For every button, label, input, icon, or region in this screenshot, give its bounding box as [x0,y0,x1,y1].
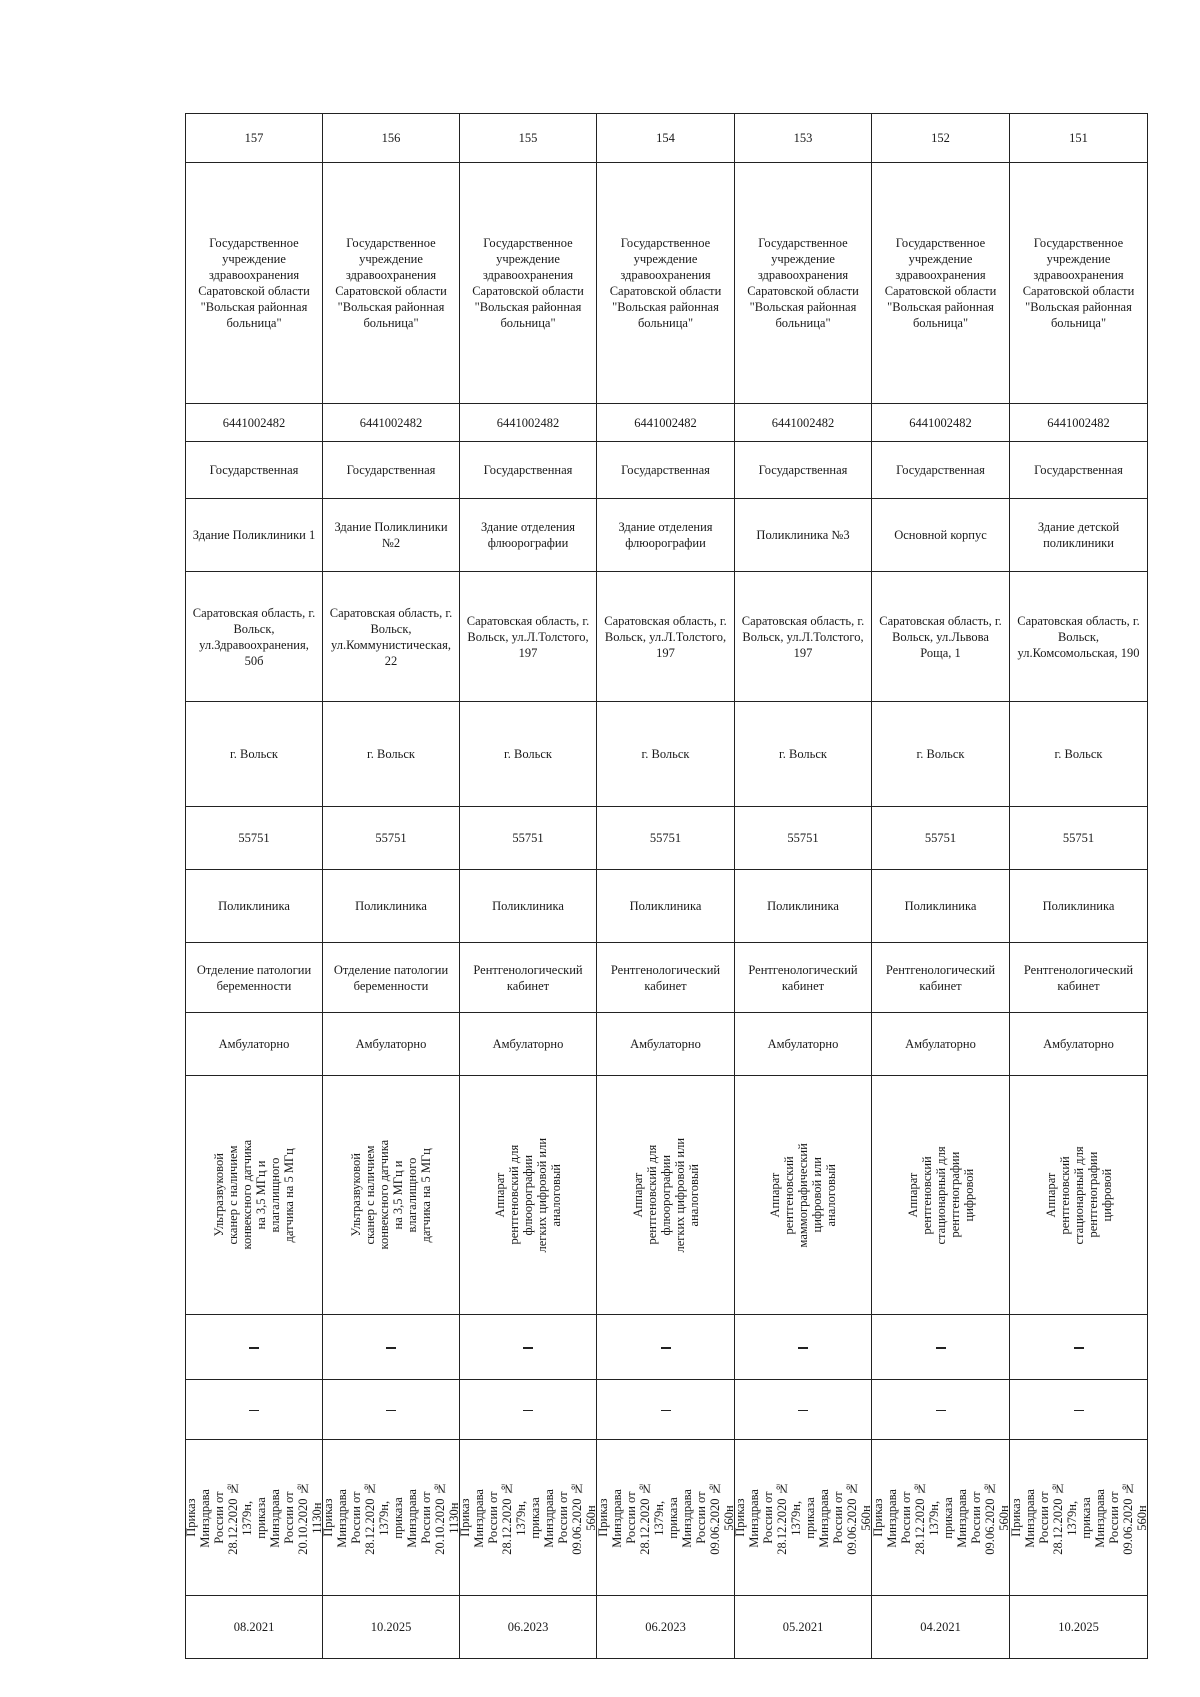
cell-inn [460,404,597,442]
device-text: Ультразвуковой сканер с наличием конвексного датчика на 3,5 МГц и влагалищного датчика на 5 МГц [349,1140,433,1250]
ownership-text: Государственная [896,463,985,477]
cell-ownership [323,442,460,499]
department-text: Рентгенологический кабинет [1023,962,1134,993]
cell-order [1010,1440,1148,1596]
cell-address [460,572,597,702]
row-code [186,807,1148,870]
department-text: Отделение патологии беременности [196,962,312,993]
department-text: Рентгенологический кабинет [885,962,996,993]
order-text: Приказ Минздрава России от 28.12.2020 № 1379н, приказа Минздрава России от 09.06.2020 № 560н [870,1480,1011,1555]
cell-department [323,943,460,1013]
unit-type-text: Поликлиника [1042,899,1115,913]
row-department [186,943,1148,1013]
cell-building [872,499,1010,572]
order-text: Приказ Минздрава России от 28.12.2020 № 1379н, приказа Минздрава России от 09.06.2020 № 560н [458,1480,598,1555]
ownership-text: Государственная [621,463,710,477]
cell-qty2 [323,1380,460,1440]
code-text: 55751 [1062,831,1095,845]
cell-department [1010,943,1148,1013]
org-text: Государственное учреждение здравоохранения Саратовской области "Вольская районная больница" [472,236,584,330]
quantity-mark [936,1347,946,1349]
num-text: 151 [1069,131,1088,145]
cell-qty2 [1010,1380,1148,1440]
unit-type-text: Поликлиника [629,899,702,913]
cell-city [735,702,872,807]
building-text: Здание Поликлиники 1 [192,528,316,542]
row-date [186,1596,1148,1659]
cell-ownership [735,442,872,499]
cell-code [1010,807,1148,870]
address-text: Саратовская область, г. Вольск, ул.Львова Роща, 1 [879,613,1002,660]
cell-building [186,499,323,572]
row-city [186,702,1148,807]
cell-code [323,807,460,870]
cell-building [323,499,460,572]
cell-unit-type [735,870,872,943]
cell-qty1 [597,1315,735,1380]
department-text: Рентгенологический кабинет [748,962,858,993]
cell-date [1010,1596,1148,1659]
cell-order [460,1440,597,1596]
cell-qty1 [735,1315,872,1380]
cell-org [735,163,872,404]
cell-unit-type [597,870,735,943]
cell-inn [1010,404,1148,442]
cell-code [872,807,1010,870]
cell-department [597,943,735,1013]
cell-device [735,1076,872,1315]
quantity-mark [661,1410,671,1412]
cell-qty2 [460,1380,597,1440]
row-order [186,1440,1148,1596]
cell-code [460,807,597,870]
code-text: 55751 [787,831,819,845]
date-text: 05.2021 [782,1620,824,1634]
cell-department [872,943,1010,1013]
cell-address [735,572,872,702]
cell-ownership [872,442,1010,499]
cell-device [186,1076,323,1315]
building-text: Здание отделения флюорографии [618,520,713,550]
device-text: Аппарат рентгеновский стационарный для рентгенографии цифровой [905,1145,976,1245]
cell-address [872,572,1010,702]
cell-org [1010,163,1148,404]
row-inn [186,404,1148,442]
care-form-text: Амбулаторно [218,1037,290,1051]
cell-code [186,807,323,870]
cell-unit-type [460,870,597,943]
unit-type-text: Поликлиника [492,899,564,913]
org-text: Государственное учреждение здравоохранения Саратовской области "Вольская районная больница" [884,236,997,330]
quantity-mark [798,1347,808,1349]
org-text: Государственное учреждение здравоохранения Саратовской области "Вольская районная больница" [198,236,310,330]
cell-department [186,943,323,1013]
unit-type-text: Поликлиника [767,899,839,913]
row-building [186,499,1148,572]
row-org [186,163,1148,404]
inn-text: 6441002482 [771,415,835,430]
cell-order [186,1440,323,1596]
row-address [186,572,1148,702]
cell-city [323,702,460,807]
building-text: Здание детской поликлиники [1037,520,1120,550]
cell-inn [872,404,1010,442]
cell-inn [323,404,460,442]
cell-code [597,807,735,870]
date-text: 10.2025 [370,1620,412,1634]
cell-building [735,499,872,572]
num-text: 156 [381,131,401,145]
address-text: Саратовская область, г. Вольск, ул.Коммунистическая, 22 [329,605,453,668]
code-text: 55751 [924,831,957,845]
cell-num [460,114,597,163]
cell-address [186,572,323,702]
cell-building [1010,499,1148,572]
city-text: г. Вольск [641,747,690,761]
address-text: Саратовская область, г. Вольск, ул.Л.Толстого, 197 [604,613,727,660]
order-text: Приказ Минздрава России от 28.12.2020 № 1379н, приказа Минздрава России от 09.06.2020 № 560н [1008,1480,1149,1555]
cell-num [735,114,872,163]
city-text: г. Вольск [367,747,415,761]
order-text: Приказ Минздрава России от 28.12.2020 № 1379н, приказа Минздрава России от 20.10.2020 № 1130н [321,1480,461,1555]
cell-unit-type [1010,870,1148,943]
cell-device [872,1076,1010,1315]
cell-inn [186,404,323,442]
num-text: 157 [244,131,264,145]
quantity-mark [661,1347,671,1349]
org-text: Государственное учреждение здравоохранения Саратовской области "Вольская районная больница" [1022,236,1135,330]
org-text: Государственное учреждение здравоохранения Саратовской области "Вольская районная больница" [609,236,722,330]
quantity-mark [249,1410,259,1412]
ownership-text: Государственная [483,463,573,477]
address-text: Саратовская область, г. Вольск, ул.Л.Толстого, 197 [466,613,590,660]
cell-ownership [1010,442,1148,499]
cell-care-form [1010,1013,1148,1076]
num-text: 152 [931,131,950,145]
quantity-mark [386,1347,396,1349]
care-form-text: Амбулаторно [767,1037,839,1051]
quantity-mark [249,1347,259,1349]
cell-care-form [872,1013,1010,1076]
unit-type-text: Поликлиника [218,899,290,913]
cell-qty1 [186,1315,323,1380]
city-text: г. Вольск [504,747,552,761]
unit-type-text: Поликлиника [355,899,427,913]
cell-date [872,1596,1010,1659]
cell-city [460,702,597,807]
building-text: Поликлиника №3 [756,528,850,542]
inn-text: 6441002482 [1047,415,1110,430]
cell-care-form [735,1013,872,1076]
row-num [186,114,1148,163]
cell-org [323,163,460,404]
cell-qty1 [460,1315,597,1380]
cell-org [597,163,735,404]
cell-num [323,114,460,163]
order-text: Приказ Минздрава России от 28.12.2020 № 1379н, приказа Минздрава России от 09.06.2020 № 560н [733,1480,873,1555]
cell-care-form [186,1013,323,1076]
building-text: Здание Поликлиники №2 [334,520,448,550]
cell-care-form [460,1013,597,1076]
address-text: Саратовская область, г. Вольск, ул.Л.Толстого, 197 [741,613,865,660]
cell-building [460,499,597,572]
quantity-mark [386,1410,396,1412]
cell-ownership [460,442,597,499]
num-text: 155 [518,131,538,145]
row-care-form [186,1013,1148,1076]
cell-care-form [597,1013,735,1076]
device-text: Аппарат рентгеновский для флюорографии легких цифровой или аналоговый [493,1137,563,1253]
inn-text: 6441002482 [909,415,972,430]
ownership-text: Государственная [209,463,299,477]
department-text: Рентгенологический кабинет [610,962,721,993]
org-text: Государственное учреждение здравоохранения Саратовской области "Вольская районная больница" [335,236,447,330]
order-text: Приказ Минздрава России от 28.12.2020 № 1379н, приказа Минздрава России от 20.10.2020 № 1130н [184,1480,324,1555]
cell-address [323,572,460,702]
org-text: Государственное учреждение здравоохранения Саратовской области "Вольская районная больница" [747,236,859,330]
cell-device [1010,1076,1148,1315]
cell-ownership [597,442,735,499]
cell-order [872,1440,1010,1596]
cell-order [735,1440,872,1596]
code-text: 55751 [512,831,544,845]
department-text: Отделение патологии беременности [333,962,449,993]
cell-device [460,1076,597,1315]
row-qty1 [186,1315,1148,1380]
cell-department [735,943,872,1013]
care-form-text: Амбулаторно [905,1037,976,1051]
cell-num [597,114,735,163]
cell-inn [735,404,872,442]
cell-num [1010,114,1148,163]
quantity-mark [523,1347,533,1349]
city-text: г. Вольск [779,747,827,761]
care-form-text: Амбулаторно [355,1037,427,1051]
device-text: Аппарат рентгеновский стационарный для рентгенографии цифровой [1043,1145,1114,1245]
code-text: 55751 [375,831,407,845]
cell-unit-type [323,870,460,943]
code-text: 55751 [649,831,682,845]
cell-date [460,1596,597,1659]
row-unit-type [186,870,1148,943]
row-ownership [186,442,1148,499]
cell-city [1010,702,1148,807]
cell-num [872,114,1010,163]
cell-city [872,702,1010,807]
building-text: Здание отделения флюорографии [480,520,576,550]
cell-unit-type [186,870,323,943]
inn-text: 6441002482 [359,415,423,430]
cell-building [597,499,735,572]
unit-type-text: Поликлиника [904,899,977,913]
row-device [186,1076,1148,1315]
cell-date [186,1596,323,1659]
cell-code [735,807,872,870]
city-text: г. Вольск [916,747,965,761]
cell-qty1 [872,1315,1010,1380]
cell-address [1010,572,1148,702]
cell-ownership [186,442,323,499]
inn-text: 6441002482 [222,415,286,430]
cell-address [597,572,735,702]
cell-qty2 [186,1380,323,1440]
row-qty2 [186,1380,1148,1440]
cell-order [323,1440,460,1596]
quantity-mark [523,1410,533,1412]
date-text: 06.2023 [507,1620,549,1634]
device-text: Ультразвуковой сканер с наличием конвексного датчика на 3,5 МГц и влагалищного датчика на 5 МГц [212,1140,296,1250]
cell-department [460,943,597,1013]
cell-org [872,163,1010,404]
city-text: г. Вольск [230,747,278,761]
cell-city [597,702,735,807]
cell-city [186,702,323,807]
cell-date [735,1596,872,1659]
cell-qty2 [872,1380,1010,1440]
num-text: 153 [793,131,813,145]
ownership-text: Государственная [1034,463,1123,477]
address-text: Саратовская область, г. Вольск, ул.Комсомольская, 190 [1017,613,1140,660]
cell-inn [597,404,735,442]
ownership-text: Государственная [758,463,848,477]
city-text: г. Вольск [1054,747,1103,761]
cell-num [186,114,323,163]
quantity-mark [798,1410,808,1412]
cell-org [186,163,323,404]
inn-text: 6441002482 [634,415,697,430]
cell-org [460,163,597,404]
date-text: 10.2025 [1058,1620,1099,1634]
cell-order [597,1440,735,1596]
care-form-text: Амбулаторно [492,1037,564,1051]
cell-device [323,1076,460,1315]
care-form-text: Амбулаторно [1043,1037,1114,1051]
quantity-mark [1074,1347,1084,1349]
cell-qty2 [735,1380,872,1440]
quantity-mark [1074,1410,1084,1412]
device-text: Аппарат рентгеновский маммографический цифровой или аналоговый [768,1142,838,1248]
equipment-table [185,113,1148,1659]
ownership-text: Государственная [346,463,436,477]
cell-qty1 [323,1315,460,1380]
num-text: 154 [656,131,675,145]
department-text: Рентгенологический кабинет [473,962,583,993]
building-text: Основной корпус [894,528,987,542]
date-text: 08.2021 [233,1620,275,1634]
cell-care-form [323,1013,460,1076]
inn-text: 6441002482 [496,415,560,430]
quantity-mark [936,1410,946,1412]
cell-date [323,1596,460,1659]
order-text: Приказ Минздрава России от 28.12.2020 № 1379н, приказа Минздрава России от 09.06.2020 № 560н [595,1480,736,1555]
cell-qty1 [1010,1315,1148,1380]
address-text: Саратовская область, г. Вольск, ул.Здравоохранения, 50б [192,605,316,668]
device-text: Аппарат рентгеновский для флюорографии легких цифровой или аналоговый [630,1137,701,1253]
cell-device [597,1076,735,1315]
date-text: 04.2021 [920,1620,961,1634]
cell-unit-type [872,870,1010,943]
care-form-text: Амбулаторно [630,1037,701,1051]
code-text: 55751 [238,831,270,845]
date-text: 06.2023 [645,1620,686,1634]
cell-date [597,1596,735,1659]
cell-qty2 [597,1380,735,1440]
